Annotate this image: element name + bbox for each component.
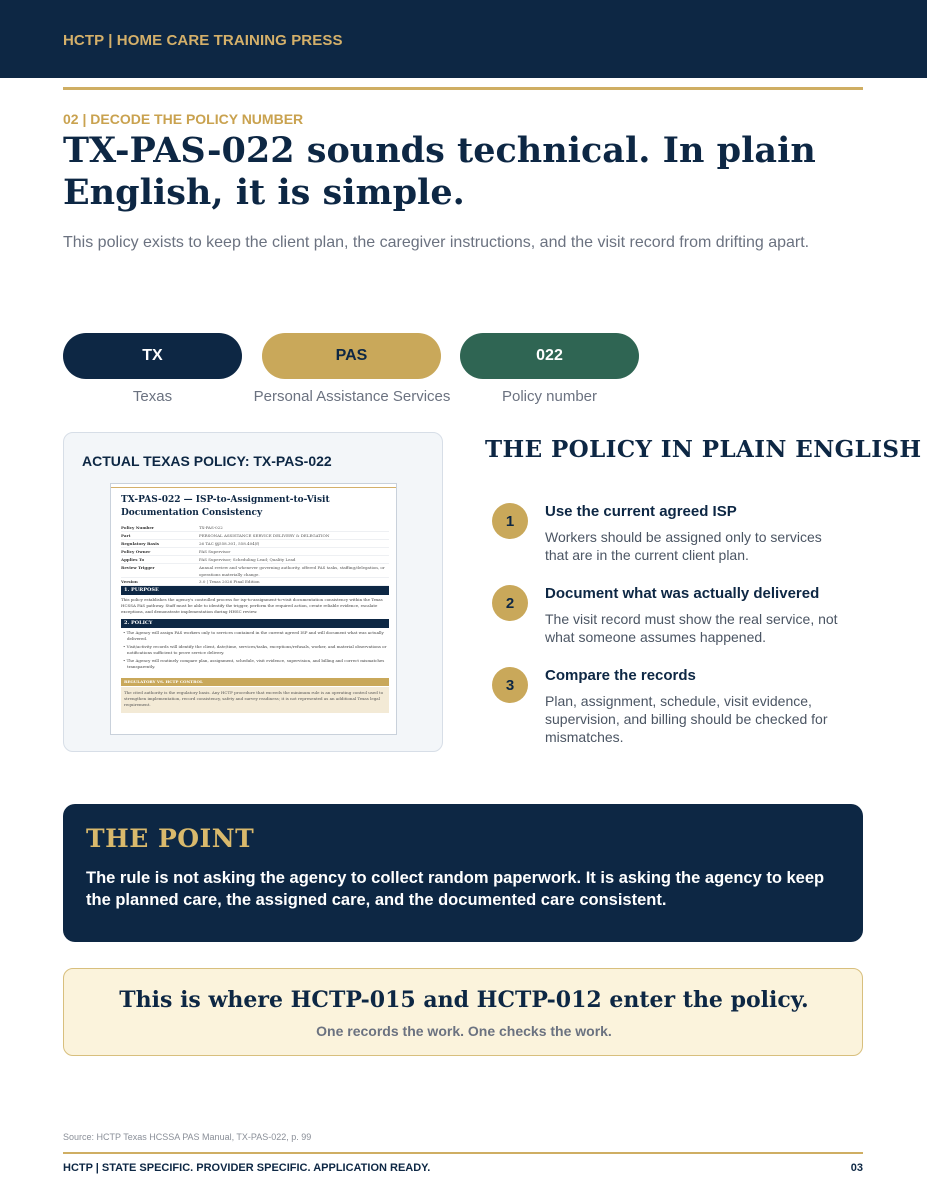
doc-meta-row xyxy=(121,540,389,548)
decode-pill-tx: TX xyxy=(63,333,242,379)
doc-meta-row xyxy=(121,548,389,556)
doc-meta-row xyxy=(121,578,389,586)
doc-meta-row xyxy=(121,556,389,564)
policy-preview-card xyxy=(63,432,443,752)
key-point-title: THE POINT xyxy=(86,824,255,853)
page-title: TX-PAS-022 sounds technical. In plain English, it is simple. xyxy=(63,130,816,213)
doc-meta-row xyxy=(121,564,389,578)
footer-divider xyxy=(63,1152,863,1154)
meta-value: 3.0 | Texas 2026 Final Edition xyxy=(199,579,260,584)
step-heading: Document what was actually delivered xyxy=(545,585,820,602)
step-heading: Use the current agreed ISP xyxy=(545,503,737,520)
header-divider xyxy=(63,87,863,90)
doc-control-text: The cited authority is the regulatory basis. Any HCTP procedure that exceeds the minimum rule is an operating control used to strengthen implementation, record consistency, safety and survey readiness; it is not represented as an additional Texas legal requirement. xyxy=(121,687,389,713)
policy-card-title: ACTUAL TEXAS POLICY: TX-PAS-022 xyxy=(82,453,332,469)
meta-key: Review Trigger xyxy=(121,565,155,570)
step-heading: Compare the records xyxy=(545,667,696,684)
doc-policy-item-text: Visit/activity records will identify the client, date/time, services/tasks, exceptions/refusals, worker, and material observations or notifications sufficient to prove service delivery. xyxy=(126,644,387,655)
meta-value: PAS Supervisor; Scheduling Lead; Quality Lead xyxy=(199,557,296,562)
brand-name: HCTP | HOME CARE TRAINING PRESS xyxy=(63,32,343,49)
step-number-badge: 1 xyxy=(492,503,528,539)
step-number-badge: 2 xyxy=(492,585,528,621)
meta-key: Policy Owner xyxy=(121,549,151,554)
key-point-callout xyxy=(63,804,863,942)
doc-policy-item: • The Agency will assign PAS workers only to services contained in the current agreed ISP and will document what was actually delivered. xyxy=(123,630,384,641)
decode-pill-number: 022 xyxy=(460,333,639,379)
plain-english-title: THE POLICY IN PLAIN ENGLISH xyxy=(485,436,922,463)
source-citation: Source: HCTP Texas HCSSA PAS Manual, TX-PAS-022, p. 99 xyxy=(63,1132,312,1142)
doc-purpose-heading: 1. PURPOSE xyxy=(121,586,389,595)
doc-policy-heading: 2. POLICY xyxy=(121,619,389,628)
decode-caption-number: Policy number xyxy=(501,388,598,405)
doc-purpose-text: This policy establishes the agency's controlled process for isp-to-assignment-to-visit documentation consistency within the Texas HCSSA PAS pathway. Staff must be able to identify the trigger, perform the required action, create reliable evidence, escalate exceptions, and demonstrate implementation during HHSC review. xyxy=(121,597,383,614)
key-point-text: The rule is not asking the agency to collect random paperwork. It is asking the agency to keep the planned care, the assigned care, and the documented care consistent. xyxy=(86,869,825,909)
doc-meta-table xyxy=(121,524,389,586)
meta-key: Applies To xyxy=(121,557,145,562)
meta-key: Regulatory Basis xyxy=(121,541,160,546)
meta-value: TX-PAS-022 xyxy=(199,525,223,530)
meta-value: PERSONAL ASSISTANCE SERVICE DELIVERY & DELEGATION xyxy=(199,533,330,538)
cross-reference-subtitle: One records the work. One checks the work. xyxy=(316,1023,612,1039)
step-body: The visit record must show the real service, not what someone assumes happened. xyxy=(545,611,838,645)
section-label: 02 | DECODE THE POLICY NUMBER xyxy=(63,111,304,127)
doc-meta-row xyxy=(121,524,389,532)
doc-policy-item: • Visit/activity records will identify the client, date/time, services/tasks, exceptions/refusals, worker, and material observations or notifications sufficient to prove service delivery. xyxy=(123,644,387,655)
cross-reference-title: This is where HCTP-015 and HCTP-012 enter the policy. xyxy=(119,987,809,1013)
meta-key: Policy Number xyxy=(121,525,155,530)
intro-text: This policy exists to keep the client plan, the caregiver instructions, and the visit record from drifting apart. xyxy=(63,234,810,251)
step-number-badge: 3 xyxy=(492,667,528,703)
footer-tagline: HCTP | STATE SPECIFIC. PROVIDER SPECIFIC. APPLICATION READY. xyxy=(63,1162,431,1174)
header-bar xyxy=(0,0,927,78)
doc-policy-item: • The Agency will routinely compare plan, assignment, schedule, visit evidence, supervision, and billing and correct mismatches transparently. xyxy=(123,658,385,669)
doc-title: TX-PAS-022 — ISP-to-Assignment-to-Visit Documentation Consistency xyxy=(121,495,330,518)
meta-value: PAS Supervisor xyxy=(199,549,231,554)
doc-policy-item-text: The Agency will routinely compare plan, assignment, schedule, visit evidence, supervision, and billing and correct mismatches transparently. xyxy=(126,658,385,669)
doc-policy-list xyxy=(121,630,389,672)
step-body: Workers should be assigned only to services that are in the current client plan. xyxy=(545,529,822,563)
meta-key: Version xyxy=(121,579,138,584)
cross-reference-callout xyxy=(63,968,863,1056)
meta-value: Annual review and whenever governing authority, offered PAS tasks, staffing/delegation, or operations materially change. xyxy=(199,565,385,577)
page-number: 03 xyxy=(850,1162,863,1174)
doc-header-line xyxy=(111,484,397,488)
meta-value: 26 TAC §§558.301, 558.404(f) xyxy=(199,541,260,546)
doc-policy-item-text: The Agency will assign PAS workers only to services contained in the current agreed ISP and will document what was actually delivered. xyxy=(126,630,384,641)
policy-document-thumbnail xyxy=(110,483,397,735)
doc-control-heading: REGULATORY VS. HCTP CONTROL xyxy=(121,678,389,686)
step-body: Plan, assignment, schedule, visit evidence, supervision, and billing should be checked for mismatches. xyxy=(545,693,828,745)
meta-key: Part xyxy=(121,533,131,538)
doc-meta-row xyxy=(121,532,389,540)
decode-caption-tx: Texas xyxy=(132,388,173,405)
decode-caption-pas: Personal Assistance Services xyxy=(253,388,451,405)
decode-pill-pas: PAS xyxy=(262,333,441,379)
